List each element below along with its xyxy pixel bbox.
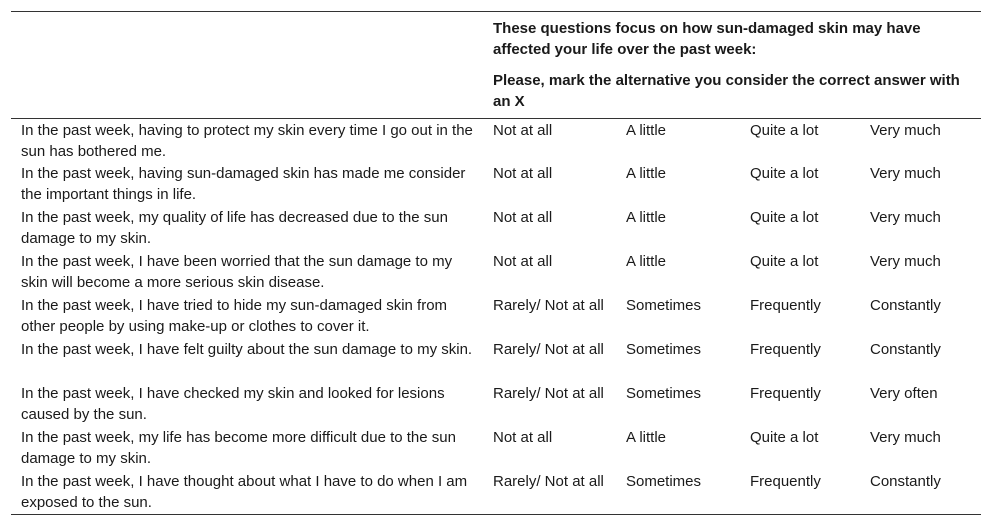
option-cell-2: A little (626, 428, 667, 446)
option-cell-2: A little (626, 208, 667, 226)
option-cell-4: Constantly (870, 340, 941, 358)
option-cell-1: Not at all (493, 122, 553, 139)
table-row (11, 295, 981, 339)
option-cell-2: A little (626, 164, 667, 182)
option-cell-3: Frequently (750, 340, 821, 358)
option-cell-2: Sometimes (618, 471, 742, 515)
option-cell-1: Not at all (493, 252, 553, 270)
header-cell (485, 12, 981, 119)
table-row (11, 471, 981, 515)
option-cell-3: Frequently (750, 384, 821, 402)
option-cell-4: Very much (870, 428, 941, 446)
table-row (11, 251, 981, 295)
option-cell-1: Rarely/ Not at all (493, 340, 604, 358)
table-row (11, 119, 981, 163)
question-cell: In the past week, having to protect my skin every time I go out in the sun has bothered me. (21, 122, 473, 160)
questionnaire-table (11, 11, 981, 515)
table-row (11, 427, 981, 471)
table-row (11, 163, 981, 207)
header-empty-cell (11, 12, 485, 119)
header-instruction: Please, mark the alternative you consider the correct answer with an X (493, 72, 960, 110)
option-cell-2: Sometimes (626, 296, 702, 314)
option-cell-3: Quite a lot (750, 428, 819, 446)
option-cell-3: Quite a lot (750, 252, 819, 270)
question-cell: In the past week, I have thought about what I have to do when I am exposed to the sun. (11, 471, 485, 515)
table-row (11, 207, 981, 251)
header-intro: These questions focus on how sun-damaged skin may have affected your life over the past week: (493, 20, 921, 58)
option-cell-3: Quite a lot (750, 164, 819, 182)
option-cell-1: Not at all (493, 208, 553, 226)
option-cell-1: Not at all (493, 428, 553, 446)
option-cell-1: Rarely/ Not at all (493, 384, 604, 402)
option-cell-2: Sometimes (626, 384, 702, 402)
option-cell-4: Constantly (862, 471, 981, 515)
option-cell-1: Not at all (493, 164, 553, 182)
questionnaire-table-wrapper (11, 11, 981, 515)
option-cell-4: Very much (870, 208, 941, 226)
question-cell: In the past week, I have been worried that the sun damage to my skin will become a more serious skin disease. (21, 252, 453, 291)
table-row (11, 339, 981, 383)
question-cell: In the past week, my life has become more difficult due to the sun damage to my skin. (21, 428, 456, 467)
option-cell-3: Frequently (742, 471, 862, 515)
table-header-row (11, 12, 981, 119)
option-cell-4: Very much (870, 122, 941, 139)
option-cell-2: A little (626, 252, 667, 270)
option-cell-3: Quite a lot (750, 208, 819, 226)
option-cell-2: Sometimes (626, 340, 702, 358)
option-cell-4: Very much (870, 164, 941, 182)
option-cell-1: Rarely/ Not at all (485, 471, 618, 515)
question-cell: In the past week, having sun-damaged skin has made me consider the important things in life. (21, 164, 466, 203)
option-cell-3: Frequently (750, 296, 821, 314)
option-cell-3: Quite a lot (750, 122, 819, 139)
option-cell-4: Constantly (870, 296, 941, 314)
option-cell-4: Very much (870, 252, 941, 270)
option-cell-4: Very often (870, 384, 938, 402)
option-cell-2: A little (626, 122, 667, 139)
option-cell-1: Rarely/ Not at all (493, 296, 604, 314)
question-cell: In the past week, I have checked my skin and looked for lesions caused by the sun. (21, 384, 445, 423)
question-cell: In the past week, I have tried to hide my sun-damaged skin from other people by using make-up or clothes to cover it. (21, 296, 448, 335)
table-row (11, 383, 981, 427)
question-cell: In the past week, I have felt guilty about the sun damage to my skin. (21, 340, 473, 358)
question-cell: In the past week, my quality of life has decreased due to the sun damage to my skin. (21, 208, 448, 247)
